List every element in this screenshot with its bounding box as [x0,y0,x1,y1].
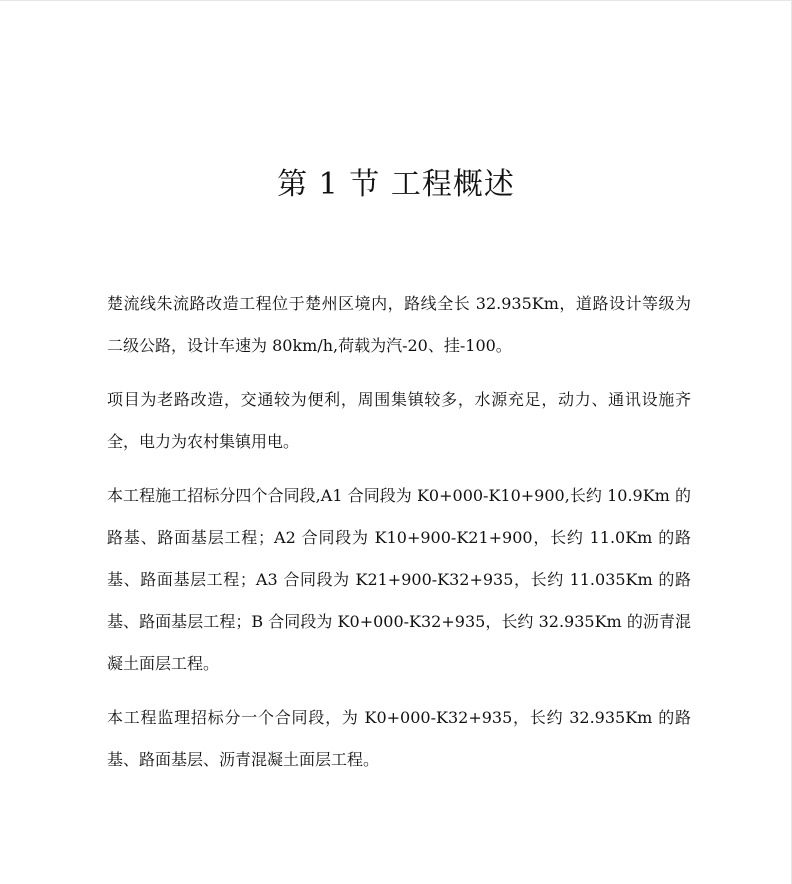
paragraph-project-location: 楚流线朱流路改造工程位于楚州区境内，路线全长 32.935Km，道路设计等级为二级公路，设计车速为 80km/h,荷载为汽-20、挂-100。 [107,294,691,355]
section-title: 第 1 节 工程概述 [277,167,515,202]
paragraph-site-conditions: 项目为老路改造，交通较为便利，周围集镇较多，水源充足，动力、通讯设施齐全，电力为农村集镇用电。 [107,390,691,451]
paragraph-supervision-contract: 本工程监理招标分一个合同段，为 K0+000-K32+935，长约 32.935Km 的路基、路面基层、沥青混凝土面层工程。 [107,708,691,769]
document-body [107,283,691,793]
paragraph-construction-contracts: 本工程施工招标分四个合同段,A1 合同段为 K0+000-K10+900,长约 10.9Km 的路基、路面基层工程；A2 合同段为 K10+900-K21+900，长约 11.0Km 的路基、路面基层工程；A3 合同段为 K21+900-K32+935，长约 11.035Km 的路基、路面基层工程；B 合同段为 K0+000-K32+935，长约 32.935Km 的沥青混凝土面层工程。 [107,486,691,673]
